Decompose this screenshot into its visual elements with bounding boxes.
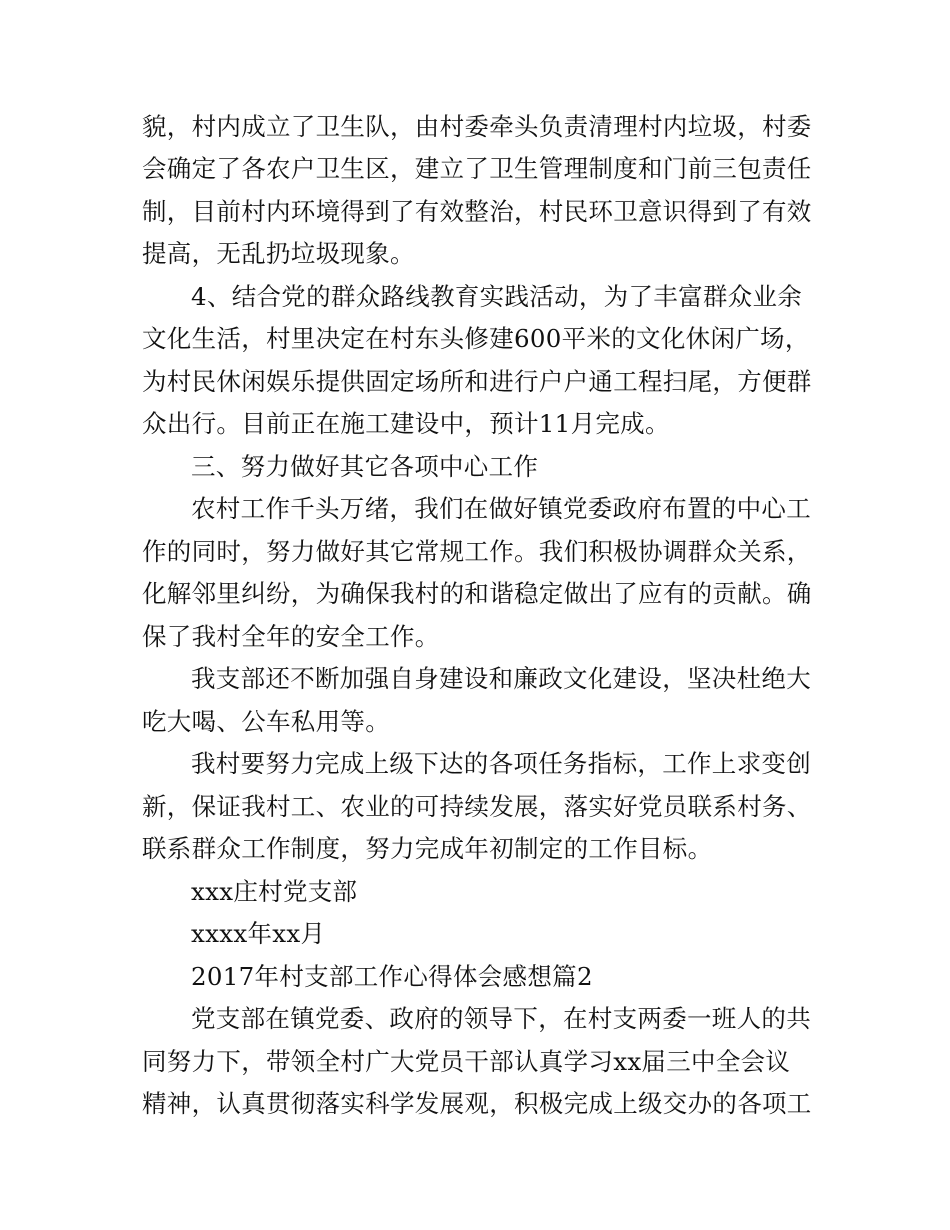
text-line: 文化生活，村里决定在村东头修建600平米的文化休闲广场，	[142, 324, 810, 353]
date-line: xxxx年xx月	[191, 919, 326, 948]
text-line: 新，保证我村工、农业的可持续发展，落实好党员联系村务、	[142, 792, 812, 821]
signature-line: xxx庄村党支部	[191, 877, 358, 906]
paragraph-start-line: 我村要努力完成上级下达的各项任务指标，工作上求变创	[191, 749, 811, 778]
text-line: 貌，村内成立了卫生队，由村委牵头负责清理村内垃圾，村委	[142, 112, 812, 141]
text-line: 精神，认真贯彻落实科学发展观，积极完成上级交办的各项工	[142, 1089, 812, 1118]
paragraph-start-line: 我支部还不断加强自身建设和廉政文化建设，坚决杜绝大	[191, 664, 811, 693]
text-line: 作的同时，努力做好其它常规工作。我们积极协调群众关系，	[142, 537, 812, 566]
text-line: 联系群众工作制度，努力完成年初制定的工作目标。	[142, 834, 713, 863]
paragraph-start-line: 党支部在镇党委、政府的领导下，在村支两委一班人的共	[191, 1004, 811, 1033]
text-line: 保了我村全年的安全工作。	[142, 622, 440, 651]
text-line: 化解邻里纠纷，为确保我村的和谐稳定做出了应有的贡献。确	[142, 579, 812, 608]
text-line: 为村民休闲娱乐提供固定场所和进行户户通工程扫尾，方便群	[142, 367, 812, 396]
text-line: 吃大喝、公车私用等。	[142, 707, 390, 736]
text-line: 同努力下，带领全村广大党员干部认真学习xx届三中全会议	[142, 1047, 791, 1076]
text-line: 众出行。目前正在施工建设中，预计11月完成。	[142, 409, 670, 438]
section-heading: 三、努力做好其它各项中心工作	[191, 452, 539, 481]
article-title: 2017年村支部工作心得体会感想篇2	[191, 962, 593, 991]
paragraph-start-line: 农村工作千头万绪，我们在做好镇党委政府布置的中心工	[191, 494, 811, 523]
text-line: 会确定了各农户卫生区，建立了卫生管理制度和门前三包责任	[142, 154, 812, 183]
paragraph-start-line: 4、结合党的群众路线教育实践活动，为了丰富群众业余	[191, 282, 803, 311]
text-line: 提高，无乱扔垃圾现象。	[142, 239, 415, 268]
text-line: 制，目前村内环境得到了有效整治，村民环卫意识得到了有效	[142, 197, 812, 226]
